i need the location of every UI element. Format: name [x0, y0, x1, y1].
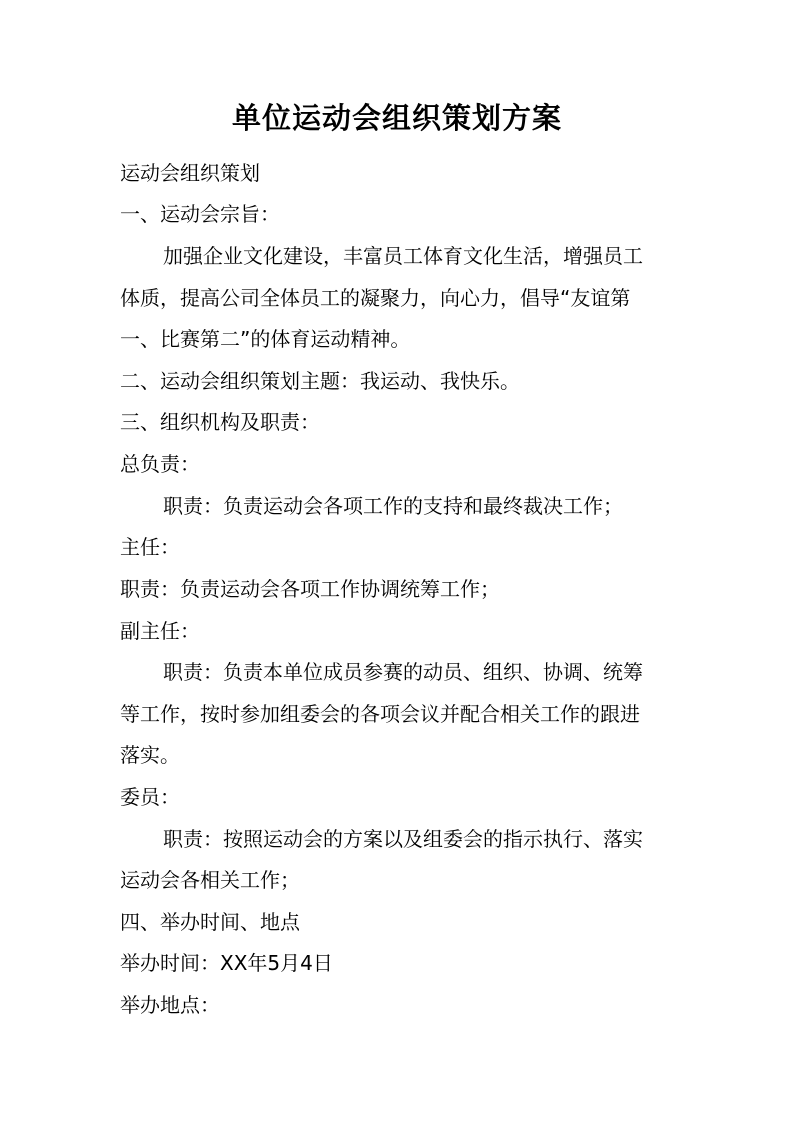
paragraph-line: 加强企业文化建设，丰富员工体育文化生活，增强员工 — [163, 244, 643, 268]
duty-line: 职责：负责本单位成员参赛的动员、组织、协调、统筹 — [163, 660, 643, 684]
event-date: 举办时间：XX年5月4日 — [120, 951, 333, 975]
duty-line: 职责：负责运动会各项工作的支持和最终裁决工作； — [163, 494, 623, 518]
section-heading-purpose: 一、运动会宗旨： — [120, 202, 280, 226]
subtitle-line: 运动会组织策划 — [120, 161, 260, 185]
event-location: 举办地点： — [120, 993, 220, 1017]
duty-line: 运动会各相关工作； — [120, 868, 300, 892]
section-heading-time-place: 四、举办时间、地点 — [120, 910, 300, 934]
role-label: 主任： — [120, 535, 180, 559]
document-title: 单位运动会组织策划方案 — [231, 101, 562, 135]
paragraph-line: 体质，提高公司全体员工的凝聚力，向心力，倡导“友谊第 — [120, 286, 631, 310]
paragraph-line: 一、比赛第二”的体育运动精神。 — [120, 327, 411, 351]
section-heading-theme: 二、运动会组织策划主题：我运动、我快乐。 — [120, 369, 520, 393]
role-label: 总负责： — [120, 452, 200, 476]
duty-line: 职责：按照运动会的方案以及组委会的指示执行、落实 — [163, 827, 643, 851]
duty-line: 等工作，按时参加组委会的各项会议并配合相关工作的跟进 — [120, 702, 640, 726]
role-label: 副主任： — [120, 619, 200, 643]
duty-line: 落实。 — [120, 743, 180, 767]
role-label: 委员： — [120, 785, 180, 809]
duty-line: 职责：负责运动会各项工作协调统筹工作； — [120, 577, 500, 601]
section-heading-organization: 三、组织机构及职责： — [120, 410, 320, 434]
